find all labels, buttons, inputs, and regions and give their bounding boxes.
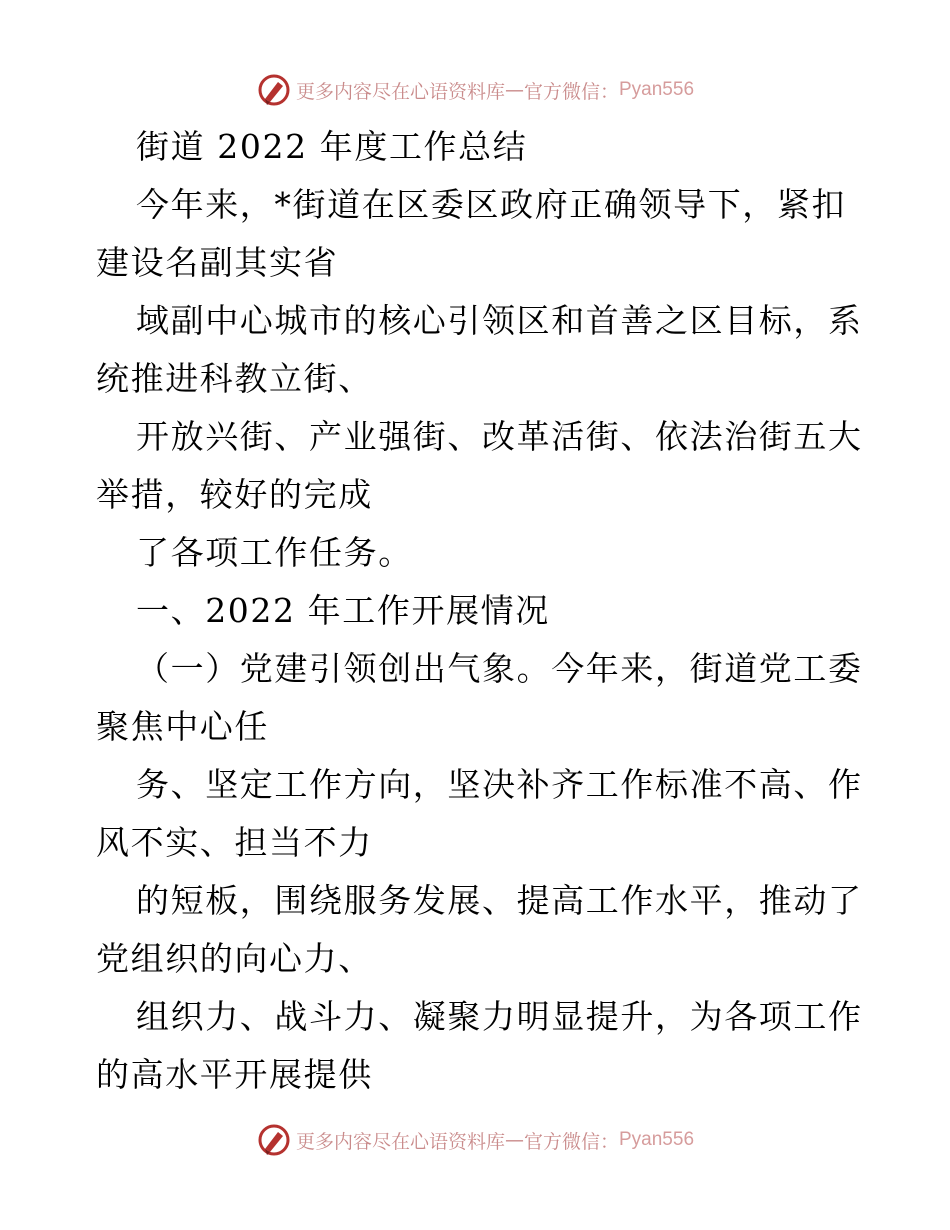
footer-watermark <box>0 1120 950 1160</box>
text-line: 的短板，围绕服务发展、提高工作水平，推动了 <box>136 881 863 920</box>
text-line: 一、2022 年工作开展情况 <box>136 591 550 630</box>
watermark-wechat-id: Pyan556 <box>619 1129 695 1150</box>
text-line: 统推进科教立街、 <box>96 359 373 398</box>
text-line: 建设名副其实省 <box>96 243 339 282</box>
text-line: （一）党建引领创出气象。今年来，街道党工委 <box>136 649 863 688</box>
watermark-brand: 更多内容尽在心语资料库 <box>295 1130 505 1153</box>
header-watermark <box>0 70 950 110</box>
text-line: 举措，较好的完成 <box>96 475 373 514</box>
text-line: 了各项工作任务。 <box>136 533 413 572</box>
text-line: 聚焦中心任 <box>96 707 269 746</box>
watermark-label: 官方微信： <box>523 80 619 103</box>
text-line: 风不实、担当不力 <box>96 823 373 862</box>
text-line: 街道 2022 年度工作总结 <box>136 127 528 166</box>
watermark-separator: — <box>504 79 524 101</box>
text-line: 组织力、战斗力、凝聚力明显提升，为各项工作 <box>136 997 863 1036</box>
pen-logo-icon <box>256 72 292 108</box>
text-line: 务、坚定工作方向，坚决补齐工作标准不高、作 <box>136 765 863 804</box>
document-body <box>96 118 866 1104</box>
pen-logo-icon <box>256 1122 292 1158</box>
text-line: 今年来，*街道在区委区政府正确领导下，紧扣 <box>136 185 847 224</box>
text-line: 的高水平开展提供 <box>96 1055 373 1094</box>
watermark-wechat-id: Pyan556 <box>619 79 695 100</box>
watermark-separator: — <box>504 1129 524 1151</box>
text-line: 开放兴街、产业强街、改革活街、依法治街五大 <box>136 417 863 456</box>
watermark-brand: 更多内容尽在心语资料库 <box>295 80 505 103</box>
watermark-label: 官方微信： <box>523 1130 619 1153</box>
text-line: 党组织的向心力、 <box>96 939 373 978</box>
text-line: 域副中心城市的核心引领区和首善之区目标，系 <box>136 301 863 340</box>
